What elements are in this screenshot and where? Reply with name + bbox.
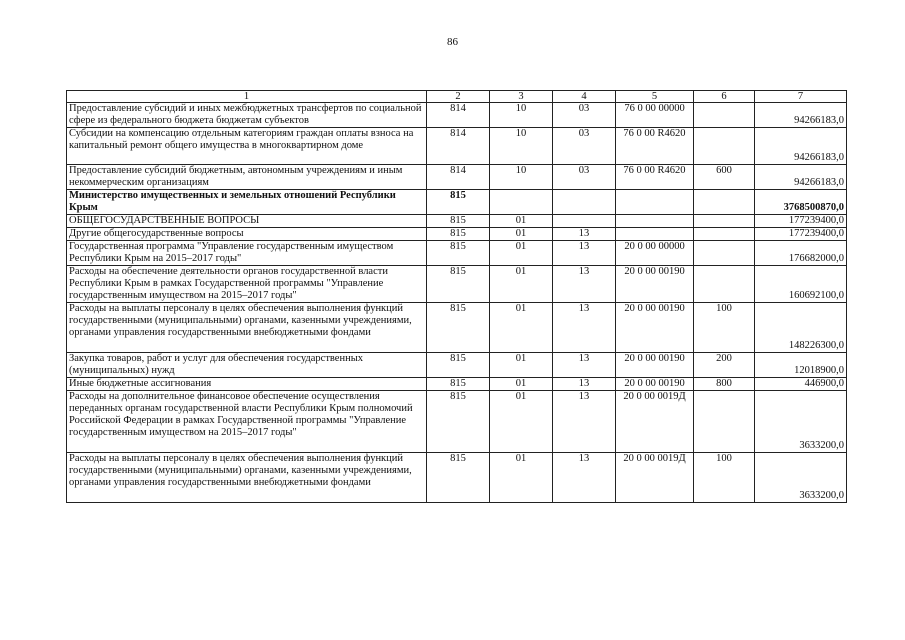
row-code-3: 01 (490, 215, 553, 228)
row-amount: 3633200,0 (755, 391, 847, 453)
table-row (67, 266, 847, 303)
row-code-2: 815 (427, 190, 490, 215)
row-code-6 (694, 241, 755, 266)
row-code-3: 01 (490, 353, 553, 378)
column-header: 6 (694, 91, 755, 103)
row-amount: 160692100,0 (755, 266, 847, 303)
row-code-4: 13 (553, 453, 616, 503)
row-code-4: 03 (553, 128, 616, 165)
row-code-3: 01 (490, 241, 553, 266)
row-amount: 176682000,0 (755, 241, 847, 266)
row-name: Другие общегосударственные вопросы (67, 228, 427, 241)
row-code-5: 20 0 00 00190 (616, 378, 694, 391)
row-code-4: 03 (553, 165, 616, 190)
row-code-3: 01 (490, 266, 553, 303)
row-code-2: 814 (427, 103, 490, 128)
row-name: Расходы на выплаты персоналу в целях обеспечения выполнения функций государственными (муниципальными) органами, казенными учреждениями, органами управления государственными внебюджетными фондами (67, 303, 427, 353)
row-code-5: 20 0 00 0019Д (616, 453, 694, 503)
row-code-3: 10 (490, 165, 553, 190)
row-code-4 (553, 215, 616, 228)
column-header: 2 (427, 91, 490, 103)
row-name: Предоставление субсидий бюджетным, автономным учреждениям и иным некоммерческим организациям (67, 165, 427, 190)
row-code-2: 815 (427, 303, 490, 353)
row-name: Государственная программа "Управление государственным имуществом Республики Крым на 2015–2017 годы" (67, 241, 427, 266)
table-row (67, 165, 847, 190)
row-name: Расходы на выплаты персоналу в целях обеспечения выполнения функций государственными (муниципальными) органами, казенными учреждениями, органами управления государственными внебюджетными фондами (67, 453, 427, 503)
row-code-5: 20 0 00 0019Д (616, 391, 694, 453)
row-amount: 94266183,0 (755, 165, 847, 190)
row-code-4: 13 (553, 391, 616, 453)
row-code-6 (694, 391, 755, 453)
row-amount: 446900,0 (755, 378, 847, 391)
row-code-6 (694, 228, 755, 241)
row-code-6 (694, 215, 755, 228)
row-code-6 (694, 190, 755, 215)
row-code-3: 10 (490, 128, 553, 165)
table-row (67, 128, 847, 165)
table-row (67, 103, 847, 128)
row-code-5 (616, 190, 694, 215)
row-name: Закупка товаров, работ и услуг для обеспечения государственных (муниципальных) нужд (67, 353, 427, 378)
row-code-2: 814 (427, 128, 490, 165)
row-code-6: 100 (694, 303, 755, 353)
table-row (67, 353, 847, 378)
row-code-5: 76 0 00 R4620 (616, 165, 694, 190)
row-code-4: 13 (553, 266, 616, 303)
row-name: Министерство имущественных и земельных отношений Республики Крым (67, 190, 427, 215)
budget-table (66, 90, 847, 503)
column-header: 3 (490, 91, 553, 103)
row-code-3: 01 (490, 453, 553, 503)
row-code-5: 76 0 00 00000 (616, 103, 694, 128)
row-code-6: 600 (694, 165, 755, 190)
row-code-3: 01 (490, 378, 553, 391)
header-row (67, 91, 847, 103)
row-code-4: 13 (553, 378, 616, 391)
table-row (67, 378, 847, 391)
row-amount: 94266183,0 (755, 103, 847, 128)
row-name: ОБЩЕГОСУДАРСТВЕННЫЕ ВОПРОСЫ (67, 215, 427, 228)
row-code-4: 13 (553, 228, 616, 241)
column-header: 7 (755, 91, 847, 103)
column-header: 1 (67, 91, 427, 103)
table-row (67, 303, 847, 353)
row-code-5: 76 0 00 R4620 (616, 128, 694, 165)
column-header: 5 (616, 91, 694, 103)
row-code-5: 20 0 00 00190 (616, 353, 694, 378)
row-code-6: 200 (694, 353, 755, 378)
row-code-2: 815 (427, 215, 490, 228)
row-code-4: 03 (553, 103, 616, 128)
row-code-2: 814 (427, 165, 490, 190)
row-amount: 3768500870,0 (755, 190, 847, 215)
row-code-2: 815 (427, 453, 490, 503)
row-code-6 (694, 128, 755, 165)
row-code-3: 01 (490, 391, 553, 453)
row-code-5: 20 0 00 00190 (616, 266, 694, 303)
row-code-5: 20 0 00 00000 (616, 241, 694, 266)
row-code-2: 815 (427, 266, 490, 303)
row-code-5: 20 0 00 00190 (616, 303, 694, 353)
row-code-2: 815 (427, 353, 490, 378)
row-amount: 12018900,0 (755, 353, 847, 378)
row-code-4: 13 (553, 353, 616, 378)
row-code-3: 01 (490, 228, 553, 241)
row-code-6 (694, 103, 755, 128)
table-row (67, 190, 847, 215)
row-name: Субсидии на компенсацию отдельным категориям граждан оплаты взноса на капитальный ремонт общего имущества в многоквартирном доме (67, 128, 427, 165)
row-name: Расходы на дополнительное финансовое обеспечение осуществления переданных органам государственной власти Республики Крым полномочий Российской Федерации в рамках Государственной программы "Управление государственным имуществом на 2015–2017 годы" (67, 391, 427, 453)
row-code-2: 815 (427, 241, 490, 266)
row-amount: 177239400,0 (755, 215, 847, 228)
row-code-2: 815 (427, 391, 490, 453)
row-code-5 (616, 228, 694, 241)
row-amount: 94266183,0 (755, 128, 847, 165)
column-header: 4 (553, 91, 616, 103)
row-code-3: 10 (490, 103, 553, 128)
table-row (67, 453, 847, 503)
row-code-6: 800 (694, 378, 755, 391)
row-amount: 177239400,0 (755, 228, 847, 241)
row-code-4: 13 (553, 241, 616, 266)
table-row (67, 241, 847, 266)
row-code-6 (694, 266, 755, 303)
table-row (67, 391, 847, 453)
row-code-2: 815 (427, 378, 490, 391)
row-amount: 3633200,0 (755, 453, 847, 503)
table-row (67, 215, 847, 228)
row-code-2: 815 (427, 228, 490, 241)
row-code-4: 13 (553, 303, 616, 353)
page-number: 86 (447, 36, 458, 48)
row-name: Предоставление субсидий и иных межбюджетных трансфертов по социальной сфере из федерального бюджета бюджетам субъектов (67, 103, 427, 128)
row-code-4 (553, 190, 616, 215)
row-amount: 148226300,0 (755, 303, 847, 353)
table-row (67, 228, 847, 241)
row-code-3 (490, 190, 553, 215)
row-name: Иные бюджетные ассигнования (67, 378, 427, 391)
row-code-6: 100 (694, 453, 755, 503)
row-code-3: 01 (490, 303, 553, 353)
row-name: Расходы на обеспечение деятельности органов государственной власти Республики Крым в рамках Государственной программы "Управление государственным имуществом на 2015–2017 годы" (67, 266, 427, 303)
row-code-5 (616, 215, 694, 228)
